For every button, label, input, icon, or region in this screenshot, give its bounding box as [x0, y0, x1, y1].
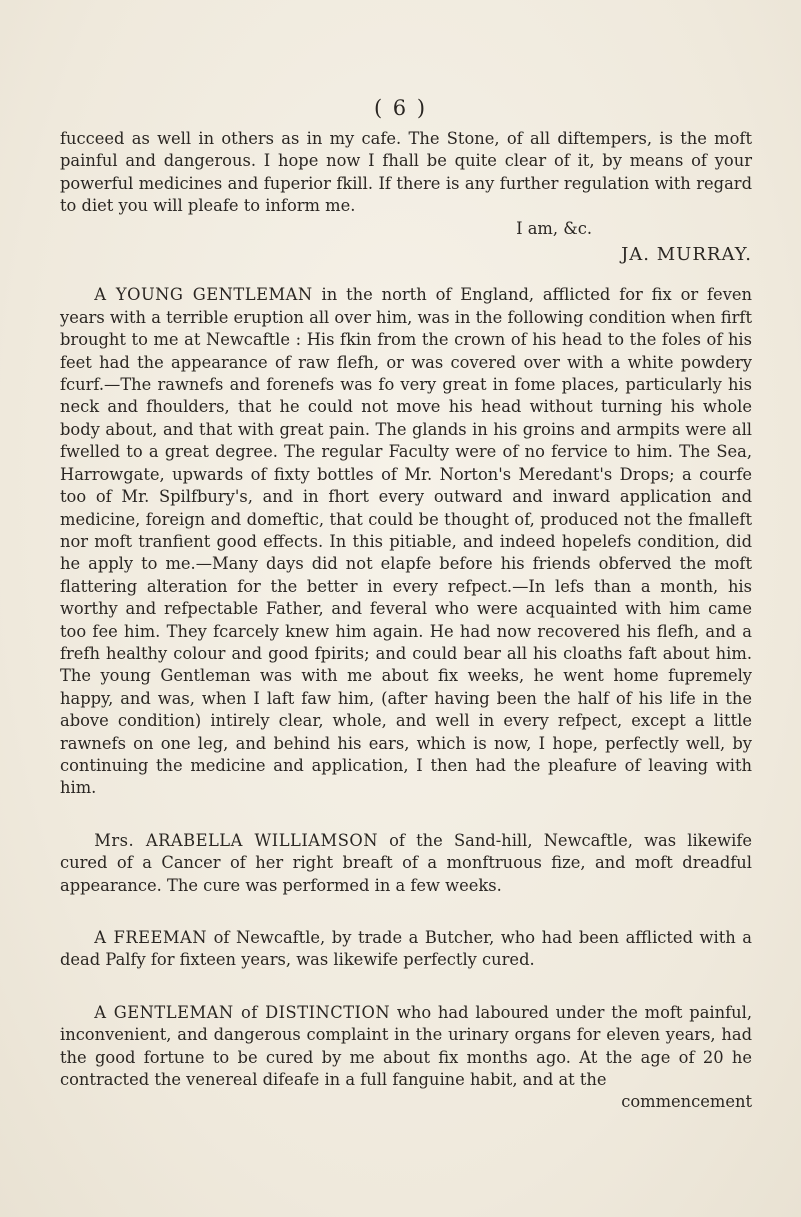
case-text: who had laboured under the moft painful, inconvenient, and dangerous complaint in the urinary organs for eleven years, had the good fortune to be cured by me about fix months ago. At the age of 20 he contracted the venereal difeafe in a full fanguine habit, and at the	[60, 1002, 752, 1090]
case-freeman	[60, 927, 752, 972]
case-lead: A FREEMAN	[94, 928, 208, 947]
case-lead: Mrs. ARABELLA WILLIAMSON	[94, 830, 378, 850]
case-text: of the Sand-hill, Newcaftle, was likewife cured of a Cancer of her right breaft of a monftruous fize, and moft dreadful appearance. The cure was performed in a few weeks.	[60, 830, 752, 895]
case-text: in the north of England, afflicted for fix or feven years with a terrible eruption all over him, was in the following condition when firft brought to me at Newcaftle : His fkin from the crown of his head to the foles of his feet had the appearance of raw flefh, or was covered over with a white powdery fcurf.—The rawnefs and forenefs was fo very great in fome places, particularly his neck and fhoulders, that he could not move his head without turning his whole body about, and that with great pain. The glands in his groins and armpits were all fwelled to a great degree. The regular Faculty were of no fervice to him. The Sea, Harrowgate, upwards of fixty bottles of Mr. Norton's Meredant's Drops; a courfe too of Mr. Spilfbury's, and in fhort every outward and inward application and medicine, foreign and domeftic, that could be thought of, produced not the fmalleft nor moft tranfient good effects. In this pitiable, and indeed hopelefs condition, did he apply to me.—Many days did not elapfe before his friends obferved the moft flattering alteration for the better in every refpect.—In lefs than a month, his worthy and refpectable Father, and feveral who were acquainted with him came too fee him. They fcarcely knew him again. He had now recovered his flefh, and a frefh healthy colour and good fpirits; and could bear all his cloaths faft about him. The young Gentleman was with me about fix weeks, he went home fupremely happy, and was, when I laft faw him, (after having been the half of his life in the above condition) intirely clear, whole, and well in every refpect, except a little rawnefs on one leg, and behind his ears, which is now, I hope, perfectly well, by continuing the medicine and application, I then had the pleafure of leaving with him.	[60, 285, 753, 798]
case-text: of Newcaftle, by trade a Butcher, who had been afflicted with a dead Palfy for fixteen years, was likewife perfectly cured.	[60, 928, 753, 970]
case-lead: A YOUNG GENTLEMAN	[94, 285, 313, 305]
case-gentleman-distinction	[60, 1002, 752, 1092]
letter-continuation: fucceed as well in others as in my cafe. The Stone, of all diftempers, is the moft painful and dangerous. I hope now I fhall be quite clear of it, by means of your powerful medicines and fuperior fkill. If there is any further regulation with regard to diet you will pleafe to inform me.	[60, 129, 752, 216]
case-lead: A GENTLEMAN of DISTINCTION	[94, 1002, 391, 1022]
page-body	[60, 128, 752, 1114]
page-number: ( 6 )	[373, 96, 428, 120]
catchword: commencement	[621, 1092, 752, 1112]
case-young-gentleman	[60, 284, 752, 799]
letter-closing: I am, &c.	[516, 218, 592, 238]
case-arabella-williamson	[60, 830, 752, 897]
letter-signature: JA. MURRAY.	[621, 244, 752, 266]
